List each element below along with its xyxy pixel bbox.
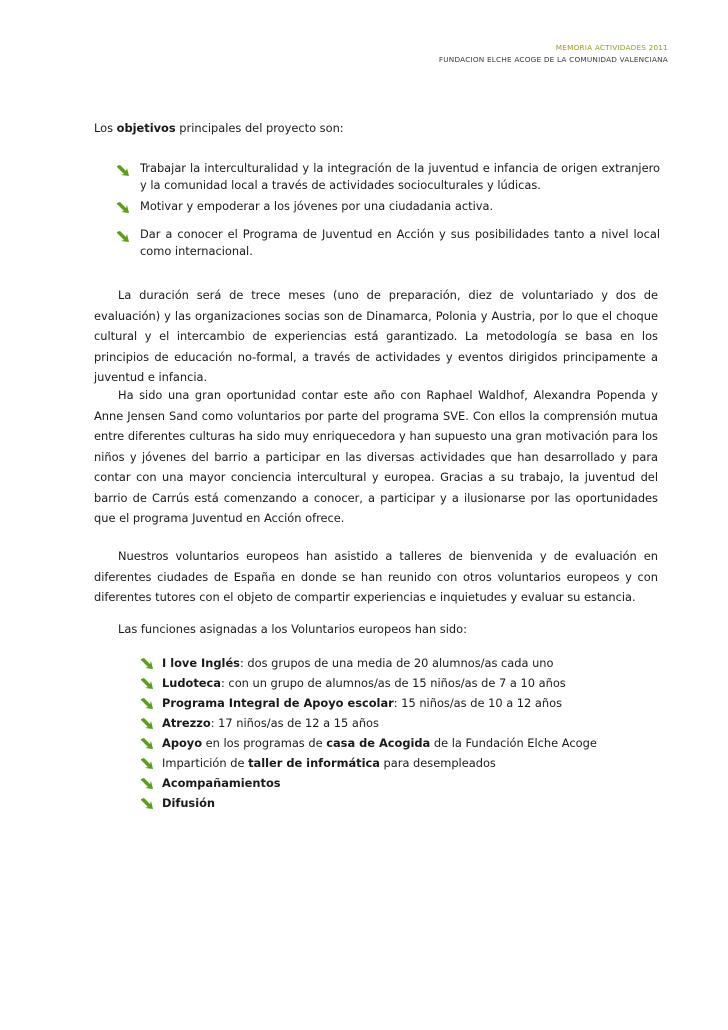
intro-text: Los <box>94 121 117 135</box>
objectives-intro <box>94 121 344 135</box>
function-post: : 17 niños/as de 12 a 15 años <box>210 716 379 730</box>
function-bold: Difusión <box>162 796 216 810</box>
arrow-down-right-icon <box>140 797 154 810</box>
arrow-down-right-icon <box>140 657 154 670</box>
objective-item: Dar a conocer el Programa de Juventud en Acción y sus posibilidades tanto a nivel local como internacional. <box>140 227 660 258</box>
function-item <box>162 756 496 770</box>
arrow-down-right-icon <box>140 777 154 790</box>
page-header <box>439 42 668 66</box>
function-bold: Apoyo <box>162 736 203 750</box>
function-item <box>162 676 566 690</box>
function-post-second: de la Fundación Elche Acoge <box>430 736 597 750</box>
function-bold: taller de informática <box>248 756 380 770</box>
arrow-down-right-icon <box>140 717 154 730</box>
arrow-down-right-icon <box>140 697 154 710</box>
function-item <box>162 736 597 750</box>
function-item <box>162 696 562 710</box>
header-organization: FUNDACION ELCHE ACOGE DE LA COMUNIDAD VALENCIANA <box>438 55 668 64</box>
header-title: MEMORIA ACTIVIDADES 2011 <box>555 43 668 52</box>
arrow-down-right-icon <box>140 677 154 690</box>
function-post: en los programas de <box>202 736 327 750</box>
function-bold: Programa Integral de Apoyo escolar <box>162 696 394 710</box>
function-bold: Ludoteca <box>162 676 221 690</box>
function-pre: Impartición de <box>162 756 249 770</box>
function-post: : 15 niños/as de 10 a 12 años <box>393 696 563 710</box>
function-item <box>162 716 379 730</box>
functions-intro: Las funciones asignadas a los Voluntarios europeos han sido: <box>118 622 467 636</box>
arrow-down-right-icon <box>116 230 130 243</box>
function-bold: Atrezzo <box>162 716 211 730</box>
function-item <box>162 776 281 790</box>
function-bold: I love Inglés <box>162 656 240 670</box>
function-item <box>162 656 553 670</box>
function-post: : con un grupo de alumnos/as de 15 niños/as de 7 a 10 años <box>220 676 566 690</box>
function-bold-second: casa de Acogida <box>326 736 431 750</box>
paragraph-duration: La duración será de trece meses (uno de preparación, diez de voluntariado y dos de evaluación) y las organizaciones socias son de Dinamarca, Polonia y Austria, por lo que el choque cultural y el intercambio de experiencias está garantizado. La metodología se basa en los principios de educación no-formal, a través de actividades y eventos dirigidos principamente a juventud e infancia. <box>94 288 658 384</box>
objective-item: Trabajar la interculturalidad y la integración de la juventud e infancia de origen extranjero y la comunidad local a través de actividades socioculturales y lúdicas. <box>140 161 660 192</box>
function-post: para desempleados <box>379 756 496 770</box>
paragraph-volunteers: Ha sido una gran oportunidad contar este año con Raphael Waldhof, Alexandra Popenda y Anne Jensen Sand como voluntarios por parte del programa SVE. Con ellos la comprensión mutua entre diferentes culturas ha sido muy enriquecedora y han supuesto una gran motivación para los niños y jóvenes del barrio a participar en las diversas actividades que han desarrollado y para contar con una mayor conciencia intercultural y europea. Gracias a su trabajo, la juventud del barrio de Carrús está comenzando a conocer, a participar y a ilusionarse por las oportunidades que el programa Juventud en Acción ofrece. <box>94 388 658 525</box>
arrow-down-right-icon <box>116 201 130 214</box>
function-bold: Acompañamientos <box>162 776 281 790</box>
function-post: : dos grupos de una media de 20 alumnos/as cada uno <box>239 656 554 670</box>
function-item <box>162 796 215 810</box>
arrow-down-right-icon <box>116 164 130 177</box>
paragraph-workshops: Nuestros voluntarios europeos han asistido a talleres de bienvenida y de evaluación en diferentes ciudades de España en donde se han reunido con otros voluntarios europeos y con diferentes tutores con el objeto de compartir experiencias e inquietudes y evaluar su estancia. <box>94 549 658 604</box>
arrow-down-right-icon <box>140 737 154 750</box>
intro-bold: objetivos <box>116 121 176 135</box>
objective-item: Motivar y empoderar a los jóvenes por una ciudadania activa. <box>140 199 494 213</box>
arrow-down-right-icon <box>140 757 154 770</box>
intro-text-end: principales del proyecto son: <box>175 121 344 135</box>
